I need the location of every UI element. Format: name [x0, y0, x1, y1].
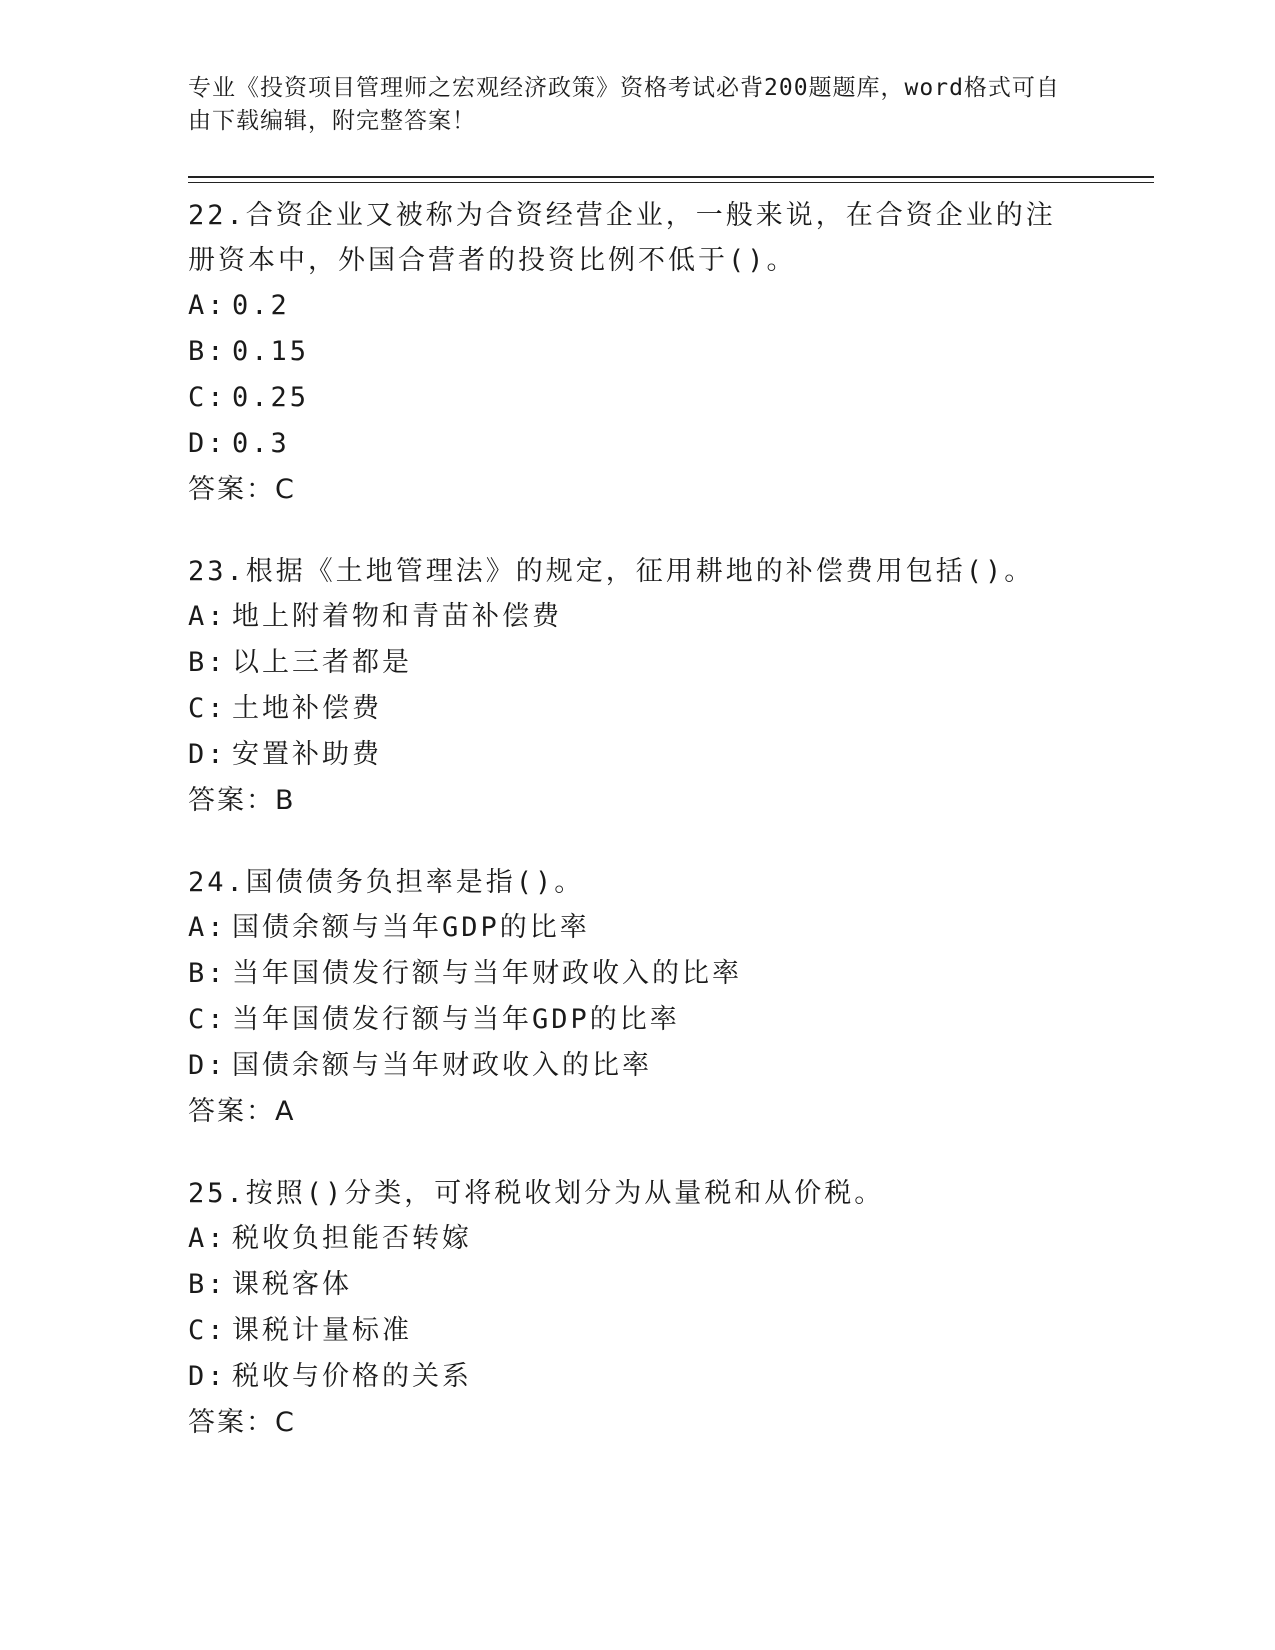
option-letter: A: — [188, 290, 227, 321]
question-stem: 25.按照()分类，可将税收划分为从量税和从价税。 — [188, 1178, 885, 1209]
header-divider-thick — [188, 176, 1154, 178]
document-header: 专业《投资项目管理师之宏观经济政策》资格考试必背200题题库，word格式可自由下载编辑，附完整答案！ — [188, 75, 1060, 134]
option-letter: A: — [188, 1223, 227, 1254]
option-a — [188, 905, 1088, 951]
option-text: 税收负担能否转嫁 — [232, 1223, 472, 1254]
option-text: 当年国债发行额与当年GDP的比率 — [232, 1004, 680, 1035]
question-stem: 22.合资企业又被称为合资经营企业，一般来说，在合资企业的注册资本中，外国合营者的投资比例不低于()。 — [188, 200, 1056, 276]
option-text: 国债余额与当年财政收入的比率 — [232, 1050, 652, 1081]
option-letter: C: — [188, 1004, 227, 1035]
question-stem: 23.根据《土地管理法》的规定，征用耕地的补偿费用包括()。 — [188, 556, 1035, 587]
option-d — [188, 1354, 1088, 1400]
question-stem: 24.国债债务负担率是指()。 — [188, 867, 585, 898]
option-b — [188, 951, 1088, 997]
option-c — [188, 1308, 1088, 1354]
option-letter: D: — [188, 1050, 227, 1081]
option-letter: B: — [188, 958, 227, 989]
option-text: 课税客体 — [232, 1269, 352, 1300]
option-text: 税收与价格的关系 — [232, 1361, 472, 1392]
option-letter: D: — [188, 428, 227, 459]
question-list — [188, 193, 1088, 1482]
option-b — [188, 1262, 1088, 1308]
option-letter: C: — [188, 693, 227, 724]
option-text: 0.3 — [232, 428, 290, 459]
option-a — [188, 1216, 1088, 1262]
question-25 — [188, 1171, 1088, 1446]
option-letter: B: — [188, 647, 227, 678]
question-23 — [188, 549, 1088, 824]
answer-line: 答案：C — [188, 474, 296, 505]
option-c — [188, 997, 1088, 1043]
option-a — [188, 283, 1088, 329]
option-a — [188, 594, 1088, 640]
option-letter: C: — [188, 1315, 227, 1346]
option-d — [188, 732, 1088, 778]
question-24 — [188, 860, 1088, 1135]
option-text: 安置补助费 — [232, 739, 382, 770]
option-c — [188, 686, 1088, 732]
option-text: 0.25 — [232, 382, 310, 413]
option-text: 0.15 — [232, 336, 310, 367]
option-letter: C: — [188, 382, 227, 413]
option-text: 以上三者都是 — [232, 647, 412, 678]
option-letter: B: — [188, 336, 227, 367]
option-text: 国债余额与当年GDP的比率 — [232, 912, 590, 943]
option-b — [188, 329, 1088, 375]
option-letter: A: — [188, 601, 227, 632]
option-text: 0.2 — [232, 290, 290, 321]
option-text: 地上附着物和青苗补偿费 — [232, 601, 562, 632]
option-b — [188, 640, 1088, 686]
option-text: 课税计量标准 — [232, 1315, 412, 1346]
question-22 — [188, 193, 1088, 513]
answer-line: 答案：C — [188, 1407, 296, 1438]
option-c — [188, 375, 1088, 421]
option-letter: A: — [188, 912, 227, 943]
option-d — [188, 421, 1088, 467]
header-divider-thin — [188, 182, 1154, 183]
option-text: 当年国债发行额与当年财政收入的比率 — [232, 958, 742, 989]
answer-line: 答案：A — [188, 1096, 296, 1127]
option-letter: D: — [188, 1361, 227, 1392]
option-letter: B: — [188, 1269, 227, 1300]
option-letter: D: — [188, 739, 227, 770]
answer-line: 答案：B — [188, 785, 296, 816]
option-text: 土地补偿费 — [232, 693, 382, 724]
option-d — [188, 1043, 1088, 1089]
